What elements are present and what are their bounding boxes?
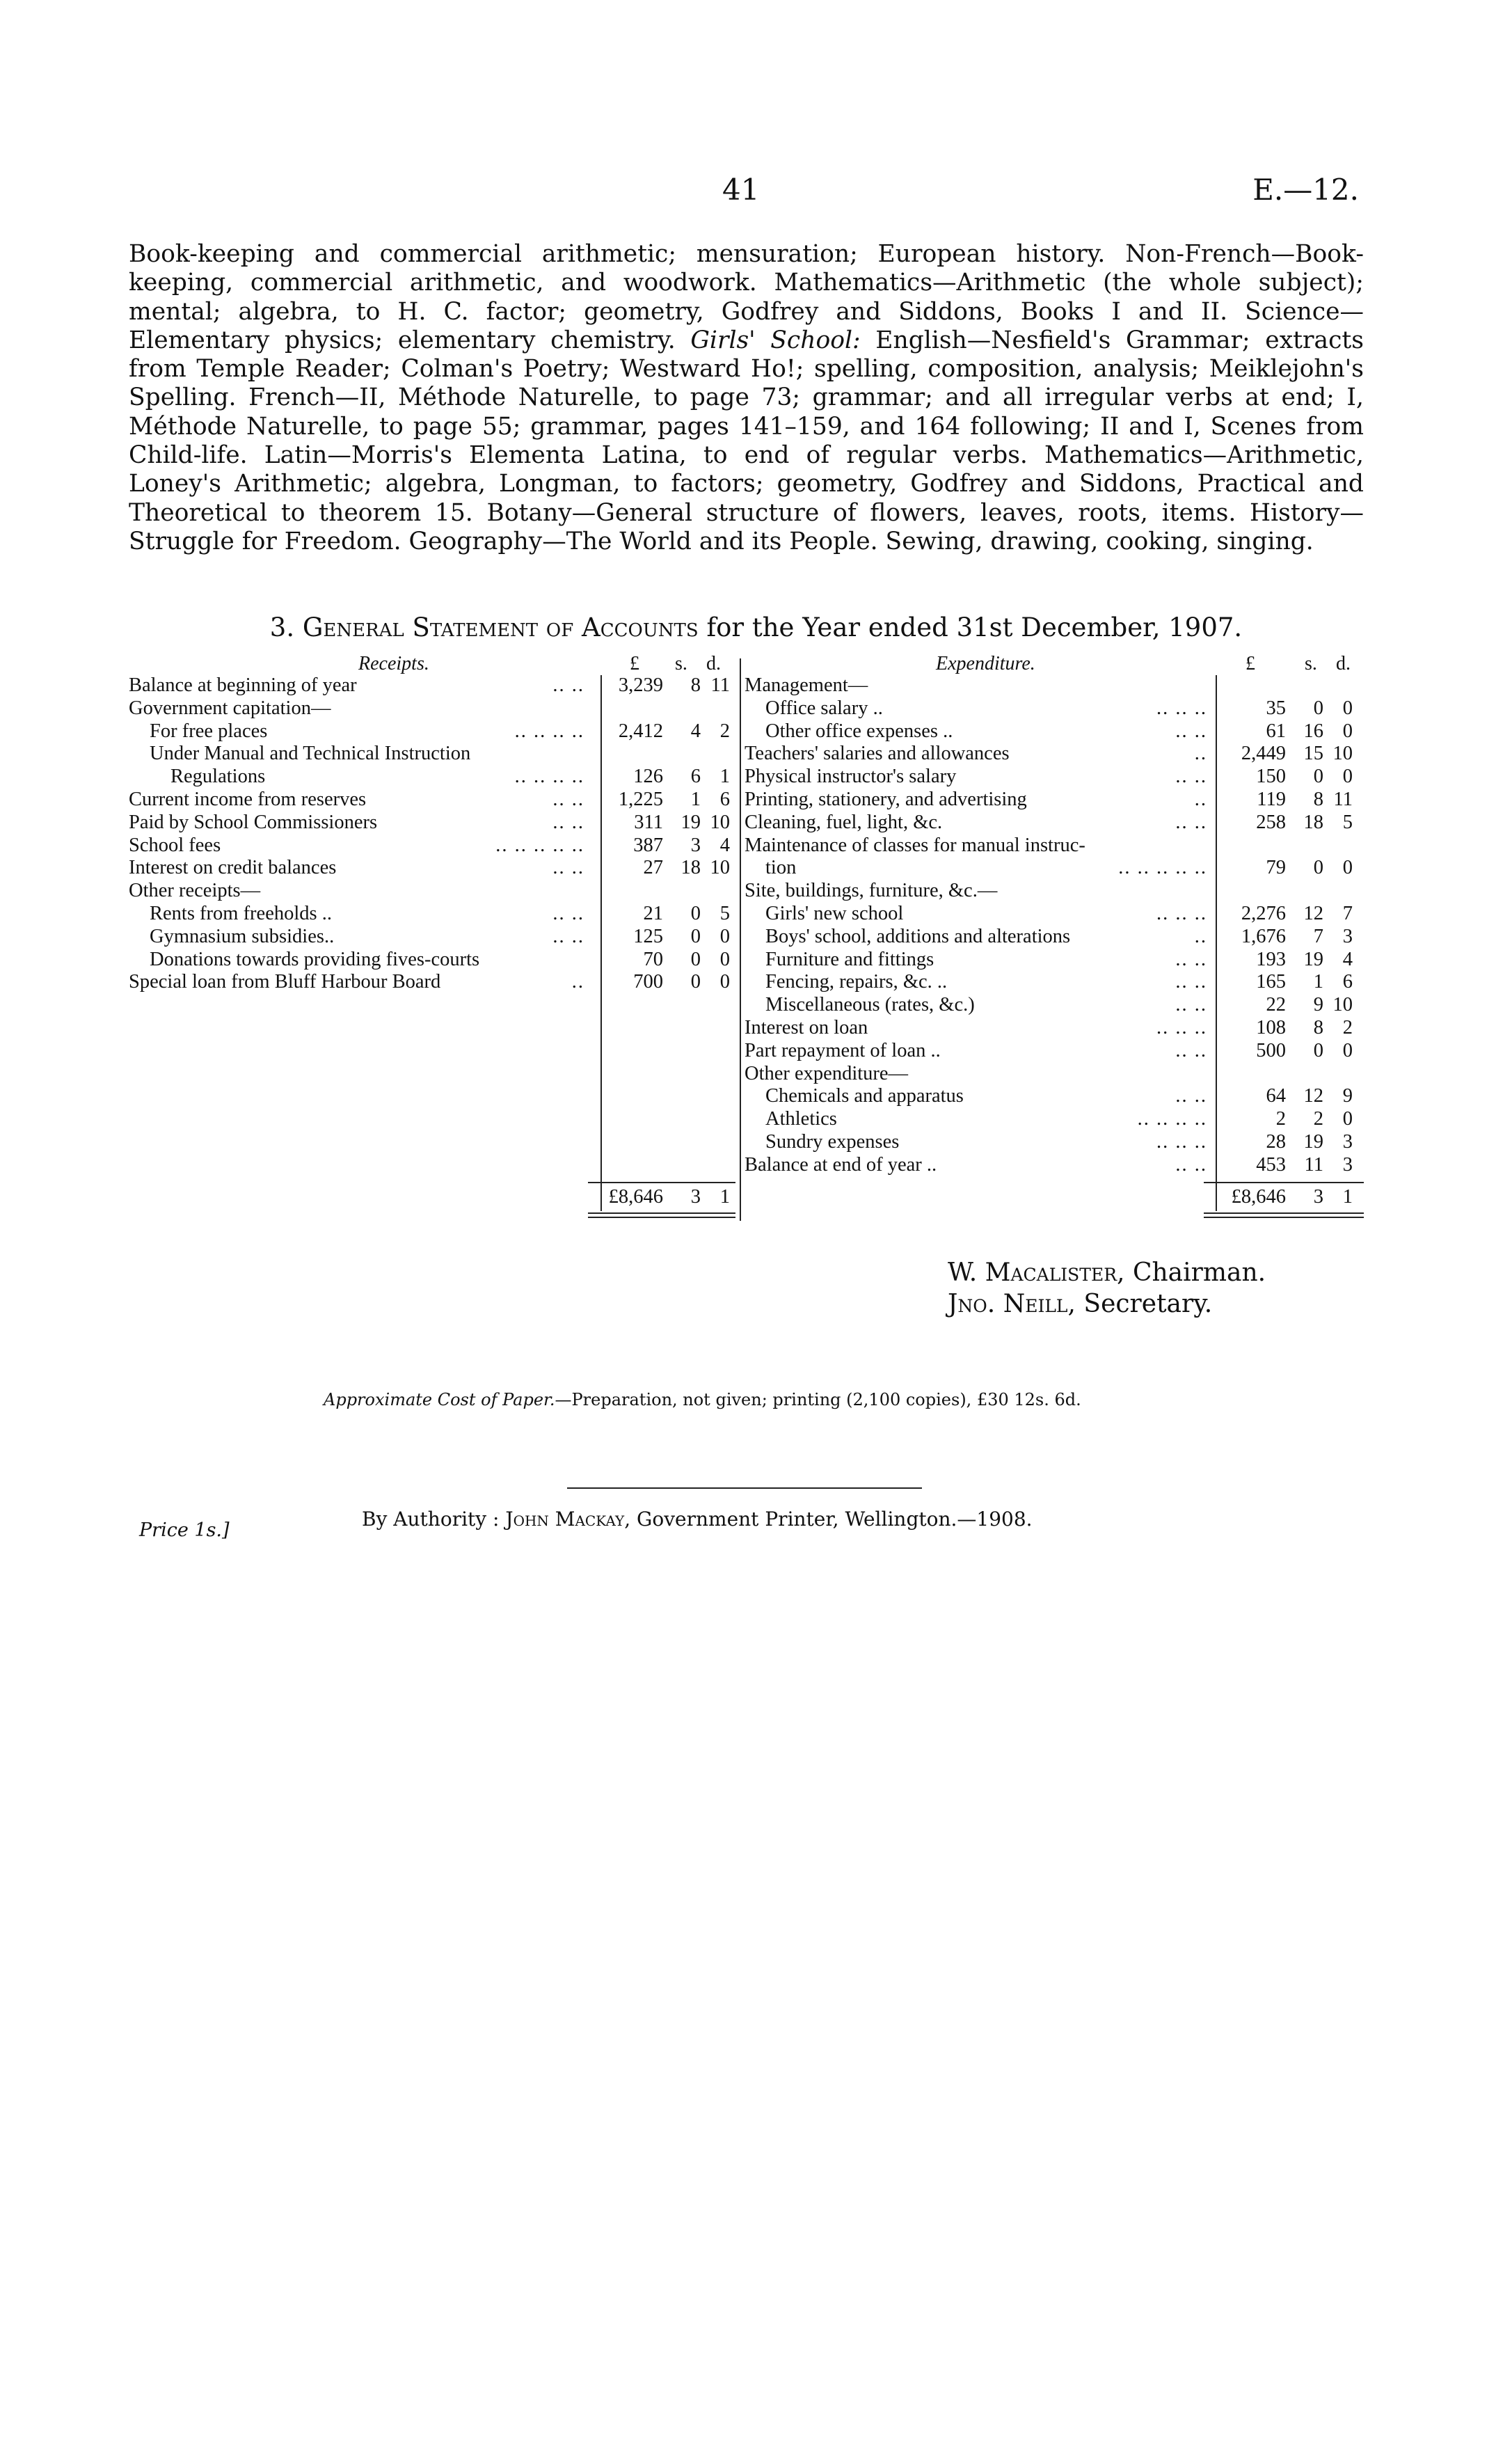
- statement-title-rest: for the Year ended 31st December, 1907.: [706, 612, 1243, 642]
- expenditure-row: [745, 1039, 1364, 1063]
- receipts-row-pound: 3,239: [618, 674, 663, 696]
- expenditure-row-shil: 1: [1313, 971, 1323, 993]
- statement-title-caps: General Statement of Accounts: [302, 612, 699, 642]
- expenditure-row-pound: 61: [1266, 720, 1286, 742]
- receipts-row-pound: 1,225: [618, 789, 663, 810]
- expenditure-row-label: Interest on loan: [745, 1017, 868, 1038]
- expenditure-row-pence: 3: [1342, 925, 1353, 947]
- receipts-row-label: Special loan from Bluff Harbour Board: [129, 971, 441, 993]
- expenditure-row-pence: 10: [1332, 994, 1353, 1016]
- secretary-name: Jno. Neill,: [948, 1290, 1076, 1318]
- receipts-row-leader-dots: .. .. .. ..: [514, 766, 584, 788]
- expenditure-row-leader-dots: .. ..: [1175, 811, 1207, 833]
- expenditure-row-leader-dots: .. .. ..: [1156, 697, 1207, 719]
- receipts-row-pence: 0: [719, 925, 730, 947]
- chairman-signature: [948, 1258, 1266, 1287]
- receipts-row-label: Other receipts—: [129, 880, 261, 902]
- accounts-title: [0, 612, 1512, 642]
- expenditure-row-shil: 19: [1303, 1131, 1323, 1153]
- chairman-title: Chairman.: [1132, 1258, 1266, 1287]
- expenditure-row: [745, 1107, 1364, 1131]
- receipts-row-pence: 0: [719, 971, 730, 993]
- expenditure-row-pence: 0: [1342, 720, 1353, 742]
- expenditure-row-pound: 64: [1266, 1085, 1286, 1107]
- receipts-row-pence: 5: [719, 903, 730, 924]
- expenditure-row-leader-dots: .. ..: [1175, 766, 1207, 788]
- expenditure-row: [745, 811, 1364, 835]
- expenditure-row-pound: 453: [1256, 1153, 1286, 1176]
- receipts-row-shil: 0: [690, 971, 701, 993]
- receipts-row: [129, 925, 741, 949]
- authority-suffix: Government Printer, Wellington.—1908.: [637, 1508, 1033, 1531]
- expenditure-row-label: Furniture and fittings: [765, 948, 934, 970]
- expenditure-row: [745, 788, 1364, 812]
- receipts-shilling-unit: s.: [675, 653, 687, 674]
- receipts-row-label: Gymnasium subsidies..: [150, 925, 335, 947]
- receipts-row-leader-dots: .. .. .. .. ..: [495, 834, 584, 856]
- expenditure-row: [745, 948, 1364, 972]
- expenditure-row-label: Teachers' salaries and allowances: [745, 743, 1010, 765]
- expenditure-total-double-rule: [1204, 1217, 1364, 1218]
- page-number: 41: [722, 173, 760, 207]
- receipts-row-pound: 387: [633, 834, 663, 856]
- expenditure-total-bottom-rule: [1204, 1212, 1364, 1214]
- receipts-row-leader-dots: .. .. .. ..: [514, 720, 584, 742]
- expenditure-row-pence: 7: [1342, 903, 1353, 924]
- expenditure-row-label: Management—: [745, 674, 868, 696]
- receipts-row: [129, 970, 741, 994]
- receipts-row-pence: 10: [710, 811, 730, 833]
- curriculum-paragraph: [129, 240, 1364, 556]
- expenditure-row-leader-dots: .. ..: [1175, 948, 1207, 970]
- receipts-row: [129, 856, 741, 880]
- receipts-row-label: School fees: [129, 834, 221, 856]
- receipts-row-shil: 18: [681, 857, 701, 879]
- receipts-row-shil: 0: [690, 903, 701, 924]
- expenditure-row-pound: 108: [1256, 1017, 1286, 1038]
- expenditure-row: [745, 1084, 1364, 1108]
- receipts-pound-unit: £: [630, 653, 639, 674]
- receipts-row: [129, 765, 741, 789]
- secretary-title: Secretary.: [1083, 1290, 1213, 1318]
- receipts-row-pence: 10: [710, 857, 730, 879]
- expenditure-row-pound: 150: [1256, 766, 1286, 788]
- statement-number: 3.: [269, 612, 295, 642]
- expenditure-row-shil: 0: [1313, 766, 1323, 788]
- expenditure-row-pence: 3: [1342, 1153, 1353, 1176]
- expenditure-row-pence: 11: [1333, 789, 1353, 810]
- expenditure-total-pound: £8,646: [1231, 1186, 1286, 1208]
- receipts-row-label: Donations towards providing fives-courts: [150, 948, 480, 970]
- expenditure-row-pound: 258: [1256, 811, 1286, 833]
- expenditure-row: [745, 879, 1364, 903]
- expenditure-row-leader-dots: .. .. ..: [1156, 1017, 1207, 1038]
- expenditure-row-label: tion: [765, 857, 797, 879]
- receipts-row: [129, 697, 741, 720]
- expenditure-row-pence: 0: [1342, 857, 1353, 879]
- receipts-row-label: Regulations: [170, 766, 266, 788]
- receipts-row-label: Government capitation—: [129, 697, 331, 719]
- receipts-row-label: Under Manual and Technical Instruction: [150, 743, 471, 765]
- receipts-row-shil: 6: [690, 766, 701, 788]
- expenditure-row-pence: 2: [1342, 1017, 1353, 1038]
- receipts-row-shil: 8: [690, 674, 701, 696]
- receipts-row-shil: 0: [690, 925, 701, 947]
- receipts-row-shil: 0: [690, 948, 701, 970]
- expenditure-row: [745, 720, 1364, 743]
- expenditure-row-label: Part repayment of loan ..: [745, 1039, 941, 1061]
- expenditure-row-pound: 193: [1256, 948, 1286, 970]
- price-label: Price 1s.]: [139, 1519, 230, 1541]
- expenditure-row-leader-dots: ..: [1194, 925, 1207, 947]
- receipts-row-pound: 27: [643, 857, 663, 879]
- receipts-row-shil: 4: [690, 720, 701, 742]
- receipts-row-leader-dots: ..: [571, 971, 584, 993]
- expenditure-row-label: Athletics: [765, 1108, 837, 1130]
- expenditure-row-shil: 0: [1313, 857, 1323, 879]
- expenditure-total-pence: 1: [1342, 1186, 1353, 1208]
- cost-note-italic: Approximate Cost of Paper.: [324, 1390, 555, 1409]
- expenditure-row-shil: 11: [1304, 1153, 1323, 1176]
- receipts-row-pence: 2: [719, 720, 730, 742]
- expenditure-row: [745, 902, 1364, 926]
- receipts-row-leader-dots: .. ..: [552, 903, 584, 924]
- receipts-row-pound: 21: [643, 903, 663, 924]
- expenditure-row-label: Cleaning, fuel, light, &c.: [745, 811, 943, 833]
- receipts-row: [129, 788, 741, 812]
- receipts-row-label: Paid by School Commissioners: [129, 811, 378, 833]
- expenditure-row: [745, 1153, 1364, 1177]
- expenditure-row-label: Printing, stationery, and advertising: [745, 789, 1027, 810]
- expenditure-row: [745, 1130, 1364, 1154]
- expenditure-row-pound: 79: [1266, 857, 1286, 879]
- expenditure-row-shil: 8: [1313, 789, 1323, 810]
- receipts-row: [129, 879, 741, 903]
- expenditure-row-leader-dots: ..: [1194, 743, 1207, 765]
- expenditure-row-shil: 12: [1303, 1085, 1323, 1107]
- expenditure-row-pound: 119: [1257, 789, 1286, 810]
- expenditure-row-shil: 16: [1303, 720, 1323, 742]
- authority-prefix: By Authority :: [362, 1508, 500, 1531]
- receipts-row-pound: 311: [634, 811, 663, 833]
- receipts-row-pence: 11: [710, 674, 730, 696]
- expenditure-pound-unit: £: [1246, 653, 1255, 674]
- secretary-signature: [948, 1290, 1212, 1318]
- expenditure-row-leader-dots: .. .. .. ..: [1137, 1108, 1207, 1130]
- expenditure-shilling-unit: s.: [1305, 653, 1317, 674]
- expenditure-row-shil: 12: [1303, 903, 1323, 924]
- document-code: E.—12.: [1252, 173, 1359, 207]
- expenditure-row-pence: 6: [1342, 971, 1353, 993]
- expenditure-row: [745, 1016, 1364, 1040]
- expenditure-row-label: Chemicals and apparatus: [765, 1085, 964, 1107]
- authority-rule: [567, 1487, 922, 1489]
- authority-line: [362, 1508, 1033, 1531]
- receipts-heading: Receipts.: [358, 653, 429, 674]
- expenditure-row: [745, 1062, 1364, 1086]
- expenditure-total-top-rule: [1204, 1182, 1364, 1183]
- expenditure-row: [745, 765, 1364, 789]
- receipts-row-label: Current income from reserves: [129, 789, 367, 810]
- expenditure-row-shil: 15: [1303, 743, 1323, 765]
- expenditure-row-pence: 0: [1342, 697, 1353, 719]
- receipts-row: [129, 834, 741, 858]
- expenditure-row-shil: 7: [1313, 925, 1323, 947]
- receipts-total-top-rule: [588, 1182, 735, 1183]
- expenditure-row: [745, 925, 1364, 949]
- expenditure-row-pound: 35: [1266, 697, 1286, 719]
- expenditure-row-pence: 4: [1342, 948, 1353, 970]
- receipts-row-shil: 19: [681, 811, 701, 833]
- expenditure-total-row: [129, 1185, 1364, 1209]
- expenditure-row-label: Fencing, repairs, &c. ..: [765, 971, 948, 993]
- cost-of-paper-note: [324, 1390, 1081, 1409]
- receipts-total-pound: £8,646: [608, 1186, 663, 1208]
- expenditure-row-pence: 5: [1342, 811, 1353, 833]
- printer-name: John Mackay,: [505, 1508, 631, 1531]
- receipts-pence-unit: d.: [706, 653, 721, 674]
- expenditure-row-leader-dots: .. .. ..: [1156, 1131, 1207, 1153]
- expenditure-row-leader-dots: ..: [1194, 789, 1207, 810]
- expenditure-heading: Expenditure.: [936, 653, 1035, 674]
- receipts-row: [129, 902, 741, 926]
- expenditure-row-leader-dots: .. ..: [1175, 720, 1207, 742]
- receipts-row-pound: 2,412: [618, 720, 663, 742]
- expenditure-row-leader-dots: .. ..: [1175, 1039, 1207, 1061]
- curriculum-italic-girls-school: Girls' School:: [690, 326, 861, 354]
- receipts-row-leader-dots: .. ..: [552, 811, 584, 833]
- curriculum-text-part-2: English—Nesfield's Grammar; extracts from Temple Reader; Colman's Poetry; Westward Ho!; spelling, composition, analysis; Meiklejohn's Spelling. French—II, Méthode Naturelle, to page 73; grammar; and all irregular verbs at end; I, Méthode Naturelle, to page 55; grammar, pages 141–159, and 164 following; II and I, Scenes from Child-life. Latin—Morris's Elementa Latina, to end of regular verbs. Mathematics—Arithmetic, Loney's Arithmetic; algebra, Longman, to factors; geometry, Godfrey and Siddons, Practical and Theoretical to theorem 15. Botany—General structure of flowers, leaves, roots, items. History—Struggle for Freedom. Geography—The World and its People. Sewing, drawing, cooking, singing.: [129, 326, 1364, 555]
- expenditure-row-label: Physical instructor's salary: [745, 766, 957, 788]
- expenditure-row: [745, 674, 1364, 697]
- expenditure-row-pound: 1,676: [1241, 925, 1286, 947]
- cost-note-rest: —Preparation, not given; printing (2,100 copies), £30 12s. 6d.: [555, 1390, 1081, 1409]
- receipts-total-pence: 1: [719, 1186, 730, 1208]
- expenditure-row: [745, 856, 1364, 880]
- expenditure-row-label: Miscellaneous (rates, &c.): [765, 994, 975, 1016]
- receipts-row-label: For free places: [150, 720, 268, 742]
- receipts-row-label: Balance at beginning of year: [129, 674, 357, 696]
- expenditure-row-label: Other office expenses ..: [765, 720, 953, 742]
- expenditure-row: [745, 970, 1364, 994]
- receipts-row-leader-dots: .. ..: [552, 925, 584, 947]
- expenditure-row-label: Balance at end of year ..: [745, 1153, 937, 1176]
- expenditure-row-pence: 9: [1342, 1085, 1353, 1107]
- expenditure-pence-unit: d.: [1336, 653, 1351, 674]
- expenditure-row-label: Site, buildings, furniture, &c.—: [745, 880, 998, 902]
- chairman-name: W. Macalister,: [948, 1258, 1125, 1287]
- receipts-row: [129, 720, 741, 743]
- expenditure-row-pound: 2,276: [1241, 903, 1286, 924]
- curriculum-text-part-1: Book-keeping and commercial arithmetic; mensuration; European history. Non-French—Book-keeping, commercial arithmetic, and woodwork. Mathematics—Arithmetic (the whole subject); mental; algebra, to H. C. factor; geometry, Godfrey and Siddons, Books I and II. Science—Elementary physics; elementary chemistry.: [129, 240, 1364, 354]
- expenditure-row: [745, 742, 1364, 766]
- receipts-row-label: Interest on credit balances: [129, 857, 337, 879]
- accounts-table: [129, 653, 1364, 1251]
- expenditure-row-label: Maintenance of classes for manual instruc-: [745, 834, 1085, 856]
- receipts-row-leader-dots: .. ..: [552, 857, 584, 879]
- expenditure-row-shil: 19: [1303, 948, 1323, 970]
- receipts-row-shil: 3: [690, 834, 701, 856]
- receipts-row-pence: 4: [719, 834, 730, 856]
- receipts-row-label: Rents from freeholds ..: [150, 903, 332, 924]
- expenditure-row-pound: 500: [1256, 1039, 1286, 1061]
- receipts-total-bottom-rule: [588, 1212, 735, 1214]
- expenditure-row-leader-dots: .. ..: [1175, 1153, 1207, 1176]
- expenditure-row-label: Other expenditure—: [745, 1062, 909, 1084]
- expenditure-row-leader-dots: .. ..: [1175, 971, 1207, 993]
- expenditure-row-leader-dots: .. ..: [1175, 994, 1207, 1016]
- expenditure-row-pence: 0: [1342, 766, 1353, 788]
- receipts-row-pence: 1: [719, 766, 730, 788]
- expenditure-row-pound: 165: [1256, 971, 1286, 993]
- expenditure-row-shil: 0: [1313, 1039, 1323, 1061]
- expenditure-row-label: Girls' new school: [765, 903, 904, 924]
- receipts-row-pound: 700: [633, 971, 663, 993]
- receipts-row: [129, 811, 741, 835]
- expenditure-row-shil: 0: [1313, 697, 1323, 719]
- receipts-total-shilling: 3: [690, 1186, 701, 1208]
- expenditure-row-label: Office salary ..: [765, 697, 883, 719]
- receipts-row-leader-dots: .. ..: [552, 789, 584, 810]
- receipts-row-leader-dots: .. ..: [552, 674, 584, 696]
- expenditure-row-pound: 2,449: [1241, 743, 1286, 765]
- expenditure-row-leader-dots: .. ..: [1175, 1085, 1207, 1107]
- receipts-row: [129, 742, 741, 766]
- receipts-row-pence: 0: [719, 948, 730, 970]
- receipts-row-shil: 1: [690, 789, 701, 810]
- expenditure-row-label: Sundry expenses: [765, 1131, 900, 1153]
- expenditure-total-shilling: 3: [1313, 1186, 1323, 1208]
- expenditure-row-pence: 10: [1332, 743, 1353, 765]
- expenditure-row-shil: 9: [1313, 994, 1323, 1016]
- expenditure-row: [745, 697, 1364, 720]
- receipts-row: [129, 674, 741, 697]
- expenditure-row-pound: 22: [1266, 994, 1286, 1016]
- expenditure-row-pound: 2: [1275, 1108, 1286, 1130]
- receipts-total-double-rule: [588, 1217, 735, 1218]
- expenditure-row-shil: 18: [1303, 811, 1323, 833]
- receipts-row-pound: 70: [643, 948, 663, 970]
- expenditure-row-pence: 0: [1342, 1108, 1353, 1130]
- expenditure-row-leader-dots: .. .. ..: [1156, 903, 1207, 924]
- receipts-row-pound: 125: [633, 925, 663, 947]
- expenditure-row-pence: 3: [1342, 1131, 1353, 1153]
- receipts-row-pence: 6: [719, 789, 730, 810]
- expenditure-row-shil: 2: [1313, 1108, 1323, 1130]
- expenditure-row: [745, 834, 1364, 858]
- receipts-row-pound: 126: [633, 766, 663, 788]
- receipts-row: [129, 948, 741, 972]
- expenditure-row-shil: 8: [1313, 1017, 1323, 1038]
- expenditure-row-pound: 28: [1266, 1131, 1286, 1153]
- expenditure-row-leader-dots: .. .. .. .. ..: [1118, 857, 1207, 879]
- expenditure-row-label: Boys' school, additions and alterations: [765, 925, 1071, 947]
- expenditure-row: [745, 993, 1364, 1017]
- expenditure-row-pence: 0: [1342, 1039, 1353, 1061]
